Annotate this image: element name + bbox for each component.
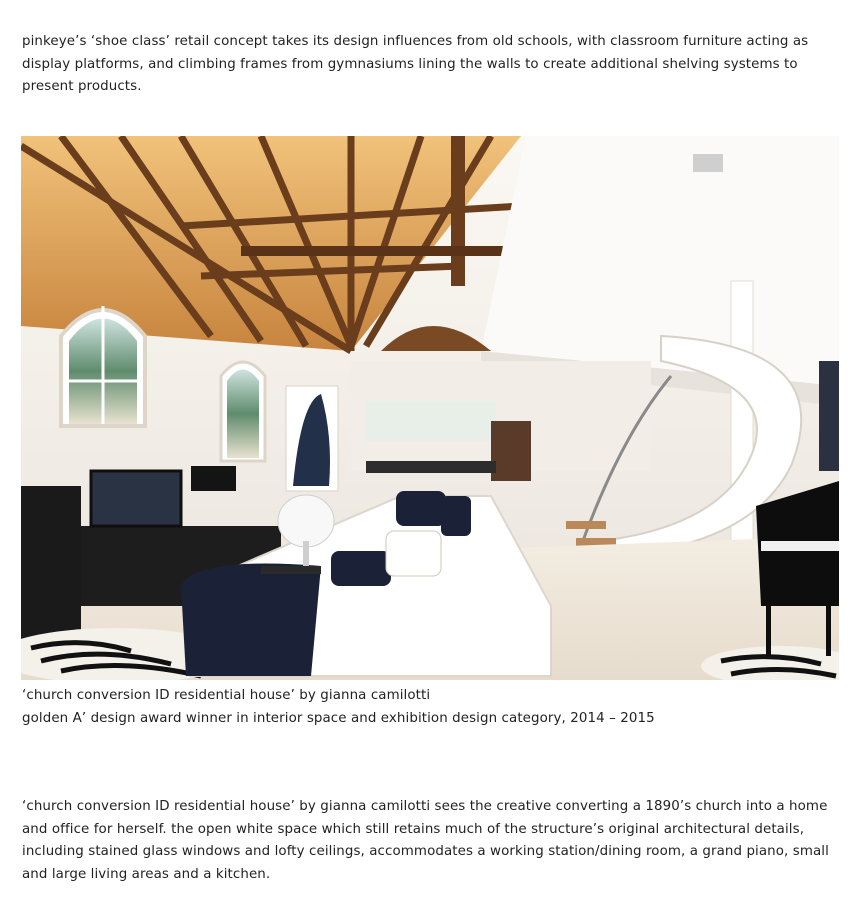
right-window <box>819 361 839 471</box>
television <box>91 471 181 526</box>
stained-glass-window-2 <box>221 362 265 461</box>
interior-photo <box>21 136 839 680</box>
body-paragraph: ‘church conversion ID residential house’ by gianna camilotti sees the creative converting a 1890’s church into a home and office for herself. the open white space which still retains much of the structure’s original architectural details, including stained glass windows and lofty ceilings, accommodates a working station/dining room, a grand piano, small and large living areas and a kitchen. <box>22 799 829 882</box>
ceiling-spotlight <box>693 154 723 172</box>
figure-caption <box>22 685 838 730</box>
caption-award: golden A’ design award winner in interior space and exhibition design category, 2014 – 2015 <box>22 710 655 726</box>
intro-paragraph: pinkeye’s ‘shoe class’ retail concept takes its design influences from old schools, with classroom furniture acting as display platforms, and climbing frames from gymnasiums lining the walls to create additional shelving systems to present products. <box>22 34 809 94</box>
stained-glass-window-1 <box>61 306 145 426</box>
caption-title: ‘church conversion ID residential house’ by gianna camilotti <box>22 688 431 703</box>
